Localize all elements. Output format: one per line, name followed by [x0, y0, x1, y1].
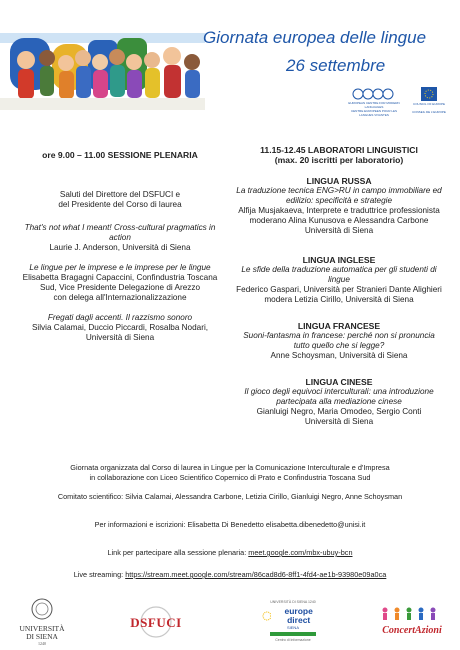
greeting-line-1: Saluti del Direttore del DSFUCI e	[59, 190, 181, 199]
workshops-subheading: (max. 20 iscritti per laboratorio)	[274, 155, 404, 165]
lab-language: LINGUA FRANCESE	[297, 321, 381, 331]
info-contact: Per informazioni e iscrizioni: Elisabetta Di Benedetto elisabetta.dibenedetto@unisi.it	[94, 520, 366, 529]
europe-direct-bar	[270, 632, 316, 636]
streaming-link-row	[10, 570, 450, 580]
lab-language: LINGUA CINESE	[305, 377, 373, 387]
lab-title-line: lingue	[328, 275, 350, 284]
greeting-line-2: del Presidente del Corso di laurea	[58, 200, 182, 209]
organized-line-2: in collaborazione con Liceo Scientifico Copernico di Prato e Confindustria Toscana Sud	[89, 473, 371, 482]
plenary-session-column	[10, 150, 230, 343]
talk3-speaker-line-1: Silvia Calamai, Duccio Piccardi, Rosalba Nodari,	[31, 323, 209, 332]
header-banner	[0, 0, 460, 130]
lab-title-line: tutto quello che si legge?	[293, 341, 385, 350]
lab-people-line: Gianluigi Negro, Maria Omodeo, Sergio Conti	[256, 407, 422, 416]
lab-people-line: Federico Gaspari, Università per Stranieri Dante Alighieri	[236, 285, 442, 294]
lab-french	[228, 321, 450, 361]
banner-date: 26 settembre	[286, 56, 386, 75]
ecml-text: EUROPEAN CENTRE FOR MODERN LANGUAGES	[348, 101, 400, 109]
lab-russian	[228, 176, 450, 236]
talk1-speaker: Laurie J. Anderson, Università di Siena	[49, 243, 191, 252]
lab-english	[228, 255, 450, 305]
talk2-speaker-line-1: Elisabetta Bragagni Capaccini, Confindustria Toscana	[22, 273, 218, 282]
lab-title-line: Le sfide della traduzione automatica per gli studenti di	[241, 265, 437, 274]
lab-chinese	[228, 377, 450, 427]
talk2-title: Le lingue per le imprese e le imprese per le lingue	[29, 263, 211, 272]
coe-text-fr: CONSEIL DE L'EUROPE	[412, 110, 446, 114]
lab-title-line: edilizio: specificità e strategie	[285, 196, 393, 205]
europe-direct-text: europe direct	[284, 606, 313, 625]
lab-language: LINGUA INGLESE	[302, 255, 376, 265]
europe-direct-bottom: Centro di Informazione	[275, 638, 311, 642]
lab-people-line: modera Letizia Cirillo, Università di Siena	[264, 295, 414, 304]
unisi-name-2: DI SIENA	[26, 632, 58, 641]
dsfuci-text: DSFUCI	[130, 615, 182, 630]
eu-stars-icon	[262, 611, 271, 621]
lab-people-line: Università di Siena	[304, 417, 374, 426]
ecml-emblem-icon	[347, 86, 401, 102]
streaming-link[interactable]: https://stream.meet.google.com/stream/86cad8d6-8ff1-4fd4-ae1b-93980e09a0ca	[125, 570, 387, 579]
lab-people-line: moderano Alina Kunusova e Alessandra Carbone	[249, 216, 429, 225]
ecml-logo	[347, 86, 401, 118]
unisi-seal-icon	[29, 598, 55, 620]
unisi-name-1: UNIVERSITÀ	[19, 624, 65, 633]
edl-characters-illustration	[0, 0, 205, 130]
plenary-link-row	[10, 548, 450, 558]
europe-direct-logo	[262, 600, 324, 646]
dsfuci-logo	[120, 602, 192, 642]
talk3-speaker-line-2: Università di Siena	[85, 333, 155, 342]
talk2-speaker-line-3: con delega all'Internazionalizzazione	[53, 293, 187, 302]
lab-people-line: Università di Siena	[304, 226, 374, 235]
coe-emblem-icon	[406, 86, 452, 102]
lab-title-line: partecipata alla mediazione cinese	[276, 397, 402, 406]
plenary-link[interactable]: meet.google.com/mbx-ubuy-bcn	[248, 548, 353, 557]
concertazioni-logo	[372, 606, 452, 642]
people-figures-icon	[377, 606, 447, 620]
organized-line-1: Giornata organizzata dal Corso di laurea in Lingue per la Comunicazione Interculturale e d'Impresa	[70, 463, 390, 472]
unisi-logo	[12, 598, 72, 646]
organized-by	[10, 463, 450, 483]
lab-title-line: La traduzione tecnica ENG>RU in campo immobiliare ed	[236, 186, 442, 195]
ecml-text-fr: CENTRE EUROPEEN POUR LES LANGUES VIVANTES	[350, 109, 397, 117]
lab-people-line: Anne Schoysman, Università di Siena	[270, 351, 408, 360]
lab-people-line: Alfija Musjakaeva, Interprete e traduttrice professionista	[238, 206, 440, 215]
coe-logo	[406, 86, 452, 118]
unisi-year: 1240	[38, 641, 46, 646]
lab-title-line: Suoni-fantasma in francese: perché non si pronuncia	[243, 331, 435, 340]
talk3-title: Fregati dagli accenti. Il razzismo sonoro	[47, 313, 193, 322]
coe-text: COUNCIL OF EUROPE	[413, 102, 445, 106]
banner-title: Giornata europea delle lingue	[203, 28, 427, 47]
plenary-link-label: Link per partecipare alla sessione plenaria:	[107, 548, 249, 557]
lab-title-line: Il gioco degli equivoci interculturali: una introduzione	[244, 387, 434, 396]
talk1-title-line-1: That's not what I meant! Cross-cultural pragmatics in	[24, 223, 216, 232]
lab-language: LINGUA RUSSA	[306, 176, 372, 186]
europe-direct-sub: SIENA	[286, 625, 299, 630]
streaming-link-label: Live streaming:	[73, 570, 126, 579]
scientific-committee: Comitato scientifico: Silvia Calamai, Alessandra Carbone, Letizia Cirillo, Gianluigi Negro, Anne Schoysman	[57, 492, 403, 501]
workshops-column	[228, 145, 450, 427]
talk2-speaker-line-2: Sud, Vice Presidente Delegazione di Arezzo	[39, 283, 201, 292]
europe-direct-top: UNIVERSITÀ DI SIENA 1240	[270, 600, 316, 604]
workshops-heading: 11.15-12.45 LABORATORI LINGUISTICI	[260, 145, 418, 155]
concertazioni-text: ConcertAzioni	[382, 625, 442, 636]
plenary-heading: ore 9.00 – 11.00 SESSIONE PLENARIA	[42, 150, 198, 160]
talk1-title-line-2: action	[109, 233, 131, 242]
